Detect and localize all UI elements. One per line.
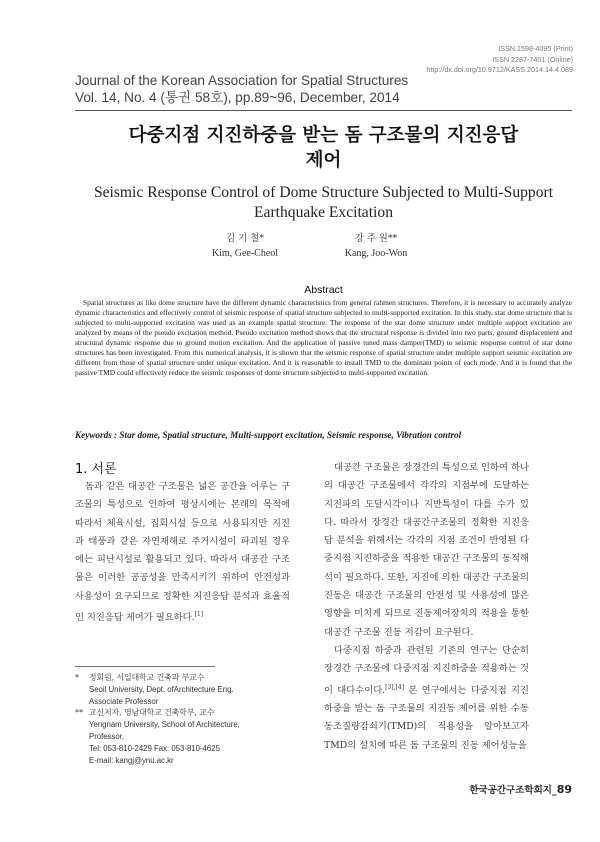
prior-research-text: 다중지점 하중과 관련된 기존의 연구는 단순히 장경간 구조물에 다중지점 지진하중을 적용하는 것이 대다수이다.: [324, 644, 529, 696]
footnotes: [75, 672, 290, 766]
footnote-affiliation-en: Yengnam University, School of Architecture,: [89, 720, 240, 730]
title-korean: [75, 123, 572, 173]
journal-name: Journal of the Korean Association for Spatial Structures: [75, 73, 409, 88]
issn-print: ISSN 1598-4095 (Print): [498, 44, 573, 53]
author-1-name-ko: 김 기 철*: [226, 233, 264, 244]
footnote-position: Associate Professor: [89, 696, 159, 706]
left-column: [75, 478, 290, 627]
footnote-author-1: [75, 672, 290, 707]
abstract-text: Spatial structures as like dome structure have the different dynamic characteristics from general rahmen structures. Therefore, it is necessary to accurately analyze dynamic characteristics and effectively control of seismic response of spatial structure subjected to multi-supported excitation. In this study, star dome structure that is subjected to multi-supported excitation was used as an example spatial structure. The response of the star dome structure under multiple support excitation are analyzed by means of the pseudo excitation method. Pseudo excitation method shows that the structural response is divided into two parts, ground displacement and structural dynamic response due to ground motion excitation. And the application of passive tuned mass damper(TMD) to seismic response control of star dome structures has been investigated. From this numerical analysis, it is shown that the seismic response of spatial structure under multiple support seismic excitation are different from those of spatial structure under unique excitation. And it is reasonable to install TMD to the dominant points of each mode. And it is found that the passive TMD could effectively reduce the seismic responses of dome structure subjected to multi-supported excitation.: [75, 298, 572, 378]
intro-text: 돔과 같은 대공간 구조물은 넓은 공간을 이루는 구조물의 특성으로 인하여 평상시에는 본래의 목적에 따라서 체육시설, 집회시설 등으로 사용되지만 지진과 태풍과 같은 자연재해로 주거시설이 파괴된 경우에는 피난시설로 활용되고 있다. 따라서 대공간 구조물은 이러한 공공성을 만족시키기 위하여 안전성과 사용성이 요구되므로 정확한 지진응답 분석과 효율적인 지진응답 제어가 필요하다.: [75, 481, 290, 624]
journal-header: [75, 72, 408, 106]
author-2-name-en: Kang, Joo-Won: [344, 248, 408, 259]
footnote-affiliation-ko: 교신저자, 영남대학교 건축학부, 교수: [89, 708, 215, 718]
issn-block: [426, 44, 573, 76]
doi-link[interactable]: http://dx.doi.org/10.9712/KASS.2014.14.4.089: [426, 65, 573, 74]
author-1: [180, 231, 310, 261]
title-english-line2: Earthquake Excitation: [254, 204, 393, 221]
paragraph-prior-research: [324, 642, 529, 755]
footnote-position: Professor,: [89, 731, 125, 741]
citation-ref[interactable]: [1]: [194, 611, 204, 619]
header-divider: [75, 110, 572, 111]
page-number: 89: [556, 783, 572, 796]
author-2-name-ko: 강 주 원**: [354, 233, 398, 244]
right-column: [324, 459, 529, 755]
footer-journal-name: 한국공간구조학회지: [469, 785, 552, 796]
footnote-email[interactable]: E-mail: kangj@ynu.ac.kr: [89, 755, 174, 765]
citation-ref[interactable]: [3],[4]: [385, 683, 405, 691]
title-english-line1: Seismic Response Control of Dome Structure Subjected to Multi-Support: [93, 184, 554, 201]
footnote-affiliation-ko: 정회원, 서일대학교 건축과 부교수: [89, 673, 205, 682]
section-heading: 1. 서론: [75, 462, 117, 477]
journal-volume: Vol. 14, No. 4 (통권 58호), pp.89~96, December, 2014: [75, 90, 400, 105]
keywords: Keywords : Star dome, Spatial structure, Multi-support excitation, Seismic response, Vibration control: [75, 430, 462, 440]
study-aim-text: 본 연구에서는 다중지점 지진하중을 받는 돔 구조물의 지진동 제어를 위한 수동 동조질량감쇠기(TMD)의 적용성을 알아보고자 TMD의 설치에 따른 돔 구조물의 진동 제어성능을: [324, 684, 529, 751]
page-footer: [469, 782, 572, 796]
footnote-mark: *: [75, 673, 79, 682]
author-2: [316, 231, 436, 261]
title-english: [75, 183, 572, 223]
author-1-name-en: Kim, Gee-Cheol: [211, 248, 279, 259]
footnote-phone-fax: Tel: 053-810-2429 Fax: 053-810-4625: [89, 743, 220, 753]
paragraph-long-span: 대공간 구조물은 장경간의 특성으로 인하여 하나의 대공간 구조물에서 각각의 지점부에 도달하는 지진파의 도달시각이나 지반특성이 다를 수가 있다. 따라서 장경간 대공간구조물의 정확한 지진응답 분석을 위해서는 각각의 지점 조건이 반영된 다중지점 지진하중을 적용한 대공간 구조물의 동적해석이 필요하다. 또한, 지진에 의한 대공간 구조물의 진동은 대공간 구조물의 안전성 및 사용성에 많은 영향을 미치게 되므로 진동제어장치의 적용을 통한 대공간 구조물 진동 저감이 요구된다.: [324, 462, 529, 638]
footer-separator: _: [551, 785, 557, 796]
title-korean-line2: 제어: [305, 150, 342, 171]
intro-paragraph: [75, 478, 290, 627]
title-korean-line1: 다중지점 지진하중을 받는 돔 구조물의 지진응답: [128, 125, 519, 146]
footnote-author-2: [75, 707, 290, 766]
abstract-heading: Abstract: [304, 284, 343, 296]
footnote-mark: **: [75, 708, 83, 718]
issn-online: ISSN 2287-7401 (Online): [492, 54, 573, 64]
footnote-divider: [75, 666, 215, 667]
footnote-affiliation-en: Seoil University, Dept. ofArchitecture Eng.: [89, 684, 234, 694]
